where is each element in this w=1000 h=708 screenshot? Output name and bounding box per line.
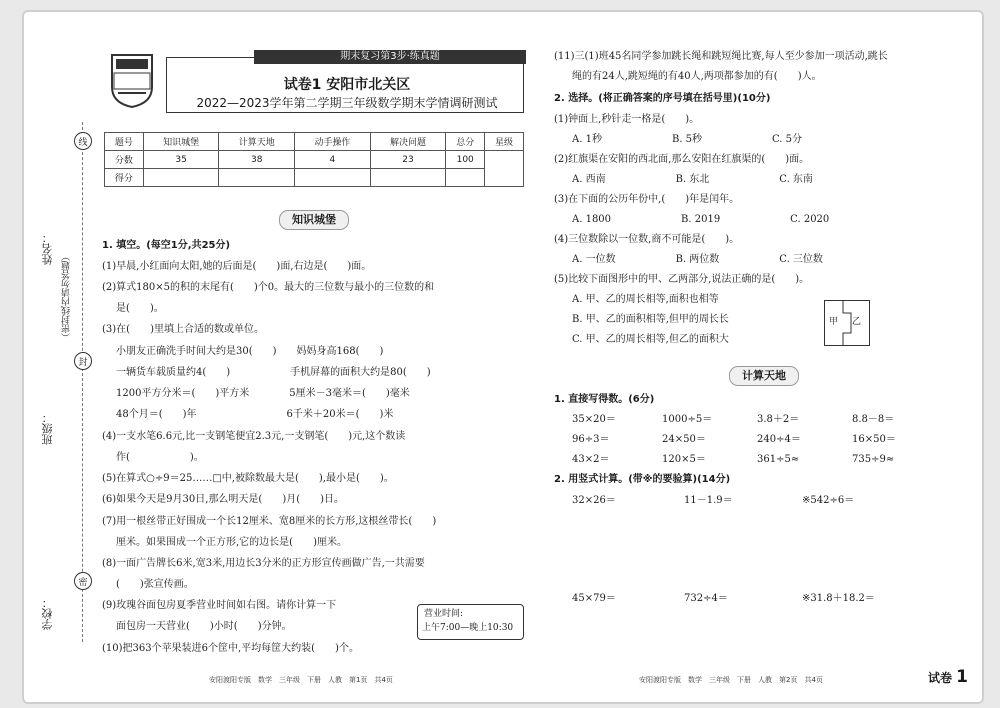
score-entry-cell[interactable] bbox=[370, 169, 446, 187]
question-line: (6)如果今天是9月30日,那么明天是( )月( )日。 bbox=[102, 494, 345, 505]
score-table-score-row bbox=[105, 169, 524, 187]
class-label: 班级： bbox=[41, 412, 54, 445]
section-title-calculation: 计算天地 bbox=[729, 366, 799, 386]
header-banner: 期末复习第3步·练真题 bbox=[254, 50, 526, 64]
calc-item: 96÷3＝ bbox=[572, 434, 610, 445]
calc-item: 16×50＝ bbox=[852, 434, 896, 445]
calc-item: 240÷4＝ bbox=[757, 434, 801, 445]
calc-item: 1000÷5＝ bbox=[662, 414, 713, 425]
calc-item: 3.8＋2＝ bbox=[757, 414, 800, 425]
exam-subtitle: 2022—2023学年第二学期三年级数学期末学情调研测试 bbox=[196, 96, 498, 110]
score-cell: 知识城堡 bbox=[143, 133, 219, 151]
question-line: (2)算式180×5的积的末尾有( )个0。最大的三位数与最小的三位数的和 bbox=[102, 282, 435, 293]
score-cell: 动手操作 bbox=[295, 133, 371, 151]
brand-logo-icon bbox=[104, 49, 160, 109]
question-line: 小朋友正确洗手时间大约是30( ) 妈妈身高168( ) bbox=[116, 346, 384, 357]
calc-item: 24×50＝ bbox=[662, 434, 706, 445]
score-cell: 计算天地 bbox=[219, 133, 295, 151]
score-cell: 38 bbox=[219, 151, 295, 169]
score-cell: 4 bbox=[295, 151, 371, 169]
question-line: 绳的有24人,跳短绳的有40人,两项都参加的有( )人。 bbox=[572, 71, 822, 82]
score-entry-cell[interactable] bbox=[295, 169, 371, 187]
page-label: 试卷 bbox=[927, 671, 952, 685]
calc-item: 8.8－8＝ bbox=[852, 414, 895, 425]
score-entry-cell[interactable] bbox=[219, 169, 295, 187]
calc-item: 43×2＝ bbox=[572, 454, 610, 465]
option-row: A. 一位数 B. 两位数 C. 三位数 bbox=[572, 254, 823, 265]
page-number bbox=[928, 667, 968, 687]
calc-item: ※31.8＋18.2＝ bbox=[802, 593, 875, 604]
question-line: (3)在( )里填上合适的数或单位。 bbox=[102, 324, 264, 335]
question-line: (2)红旗渠在安阳的西北面,那么安阳在红旗渠的( )面。 bbox=[554, 154, 810, 165]
option-row: A. 1秒 B. 5秒 C. 5分 bbox=[572, 134, 803, 145]
calc-item: 732÷4＝ bbox=[684, 593, 728, 604]
name-label: 姓名： bbox=[41, 232, 54, 265]
question-line: (1)钟面上,秒针走一格是( )。 bbox=[554, 114, 700, 125]
star-rating-cell[interactable] bbox=[485, 151, 524, 187]
question-line: (5)在算式○÷9＝25……□中,被除数最大是( ),最小是( )。 bbox=[102, 473, 394, 484]
seal-char-secret: 密 bbox=[74, 572, 92, 590]
calc-item: 45×79＝ bbox=[572, 593, 616, 604]
question-line: (11)三(1)班45名同学参加跳长绳和跳短绳比赛,每人至少参加一项活动,跳长 bbox=[554, 51, 888, 62]
score-table-header-row bbox=[105, 133, 524, 151]
question-line: (3)在下面的公历年份中,( )年是闰年。 bbox=[554, 194, 740, 205]
score-entry-cell[interactable] bbox=[143, 169, 219, 187]
question-line: 一辆货车载质量约4( ) 手机屏幕的面积大约是80( ) bbox=[116, 367, 431, 378]
question-line: (5)比较下面图形中的甲、乙两部分,说法正确的是( )。 bbox=[554, 274, 810, 285]
question-line: (8)一面广告牌长6米,宽3米,用边长3分米的正方形宣传画做广告,一共需要 bbox=[102, 558, 425, 569]
question-line: 48个月＝( )年 6千米＋20米＝( )米 bbox=[116, 409, 394, 420]
c2-title: 2. 用竖式计算。(带※的要验算)(14分) bbox=[554, 474, 731, 485]
footer-right: 安阳渡阳专版 数学 三年级 下册 人教 第2页 共4页 bbox=[639, 676, 823, 684]
q2-title: 2. 选择。(将正确答案的序号填在括号里)(10分) bbox=[554, 93, 771, 104]
score-cell: 100 bbox=[446, 151, 485, 169]
c1-title: 1. 直接写得数。(6分) bbox=[554, 394, 655, 405]
figure-label-yi: 乙 bbox=[852, 317, 862, 327]
score-cell: 得分 bbox=[105, 169, 144, 187]
no-answer-note: （密封线内请勿答题） bbox=[62, 252, 72, 342]
school-label: 学校： bbox=[41, 597, 54, 630]
score-cell: 23 bbox=[370, 151, 446, 169]
score-cell: 解决问题 bbox=[370, 133, 446, 151]
calc-item: 361÷5≈ bbox=[757, 454, 800, 465]
score-cell: 分数 bbox=[105, 151, 144, 169]
page-number-value: 1 bbox=[956, 667, 968, 687]
calc-item: 735÷9≈ bbox=[852, 454, 895, 465]
option-row: A. 甲、乙的周长相等,面积也相等 bbox=[572, 294, 719, 305]
option-row: A. 1800 B. 2019 C. 2020 bbox=[572, 214, 830, 225]
exam-sheet bbox=[22, 10, 984, 704]
seal-line bbox=[82, 122, 83, 642]
score-cell: 题号 bbox=[105, 133, 144, 151]
question-line: 面包房一天营业( )小时( )分钟。 bbox=[116, 621, 292, 632]
calc-item: 35×20＝ bbox=[572, 414, 616, 425]
figure-label-jia: 甲 bbox=[829, 317, 839, 327]
score-entry-cell[interactable] bbox=[446, 169, 485, 187]
seal-char-seal: 封 bbox=[74, 352, 92, 370]
binding-margin bbox=[24, 12, 94, 702]
question-line: (9)玫瑰谷面包房夏季营业时间如右图。请你计算一下 bbox=[102, 600, 337, 611]
question-line: 1200平方分米＝( )平方米 5厘米－3毫米＝( )毫米 bbox=[116, 388, 410, 399]
calc-item: 32×26＝ bbox=[572, 495, 616, 506]
score-table-points-row bbox=[105, 151, 524, 169]
section-title-knowledge: 知识城堡 bbox=[279, 210, 349, 230]
question-line: (4)三位数除以一位数,商不可能是( )。 bbox=[554, 234, 740, 245]
footer-left: 安阳渡阳专版 数学 三年级 下册 人教 第1页 共4页 bbox=[209, 676, 393, 684]
q1-title: 1. 填空。(每空1分,共25分) bbox=[102, 240, 231, 251]
calc-item: 120×5＝ bbox=[662, 454, 706, 465]
score-cell: 35 bbox=[143, 151, 219, 169]
question-line: (7)用一根丝带正好围成一个长12厘米、宽8厘米的长方形,这根丝带长( ) bbox=[102, 516, 437, 527]
exam-title: 试卷1 安阳市北关区 bbox=[283, 77, 411, 93]
option-row: C. 甲、乙的周长相等,但乙的面积大 bbox=[572, 334, 729, 345]
score-table bbox=[104, 132, 524, 187]
option-row: A. 西南 B. 东北 C. 东南 bbox=[572, 174, 813, 185]
business-hours-label: 营业时间: bbox=[424, 609, 464, 619]
business-hours-value: 上午7:00—晚上10:30 bbox=[422, 623, 514, 633]
question-line: (4)一支水笔6.6元,比一支钢笔便宜2.3元,一支钢笔( )元,这个数读 bbox=[102, 431, 406, 442]
calc-item: ※542÷6＝ bbox=[802, 495, 855, 506]
calc-item: 11－1.9＝ bbox=[684, 495, 733, 506]
seal-char-line: 线 bbox=[74, 132, 92, 150]
question-line: 是( )。 bbox=[116, 303, 164, 314]
question-line: 作( )。 bbox=[116, 452, 204, 463]
option-row: B. 甲、乙的面积相等,但甲的周长长 bbox=[572, 314, 729, 325]
question-line: (10)把363个苹果装进6个筐中,平均每筐大约装( )个。 bbox=[102, 643, 359, 654]
question-line: (1)早晨,小红面向太阳,她的后面是( )面,右边是( )面。 bbox=[102, 261, 372, 272]
score-cell: 总分 bbox=[446, 133, 485, 151]
question-line: 厘米。如果围成一个正方形,它的边长是( )厘米。 bbox=[116, 537, 347, 548]
question-line: ( )张宣传画。 bbox=[116, 579, 194, 590]
score-cell: 星级 bbox=[485, 133, 524, 151]
